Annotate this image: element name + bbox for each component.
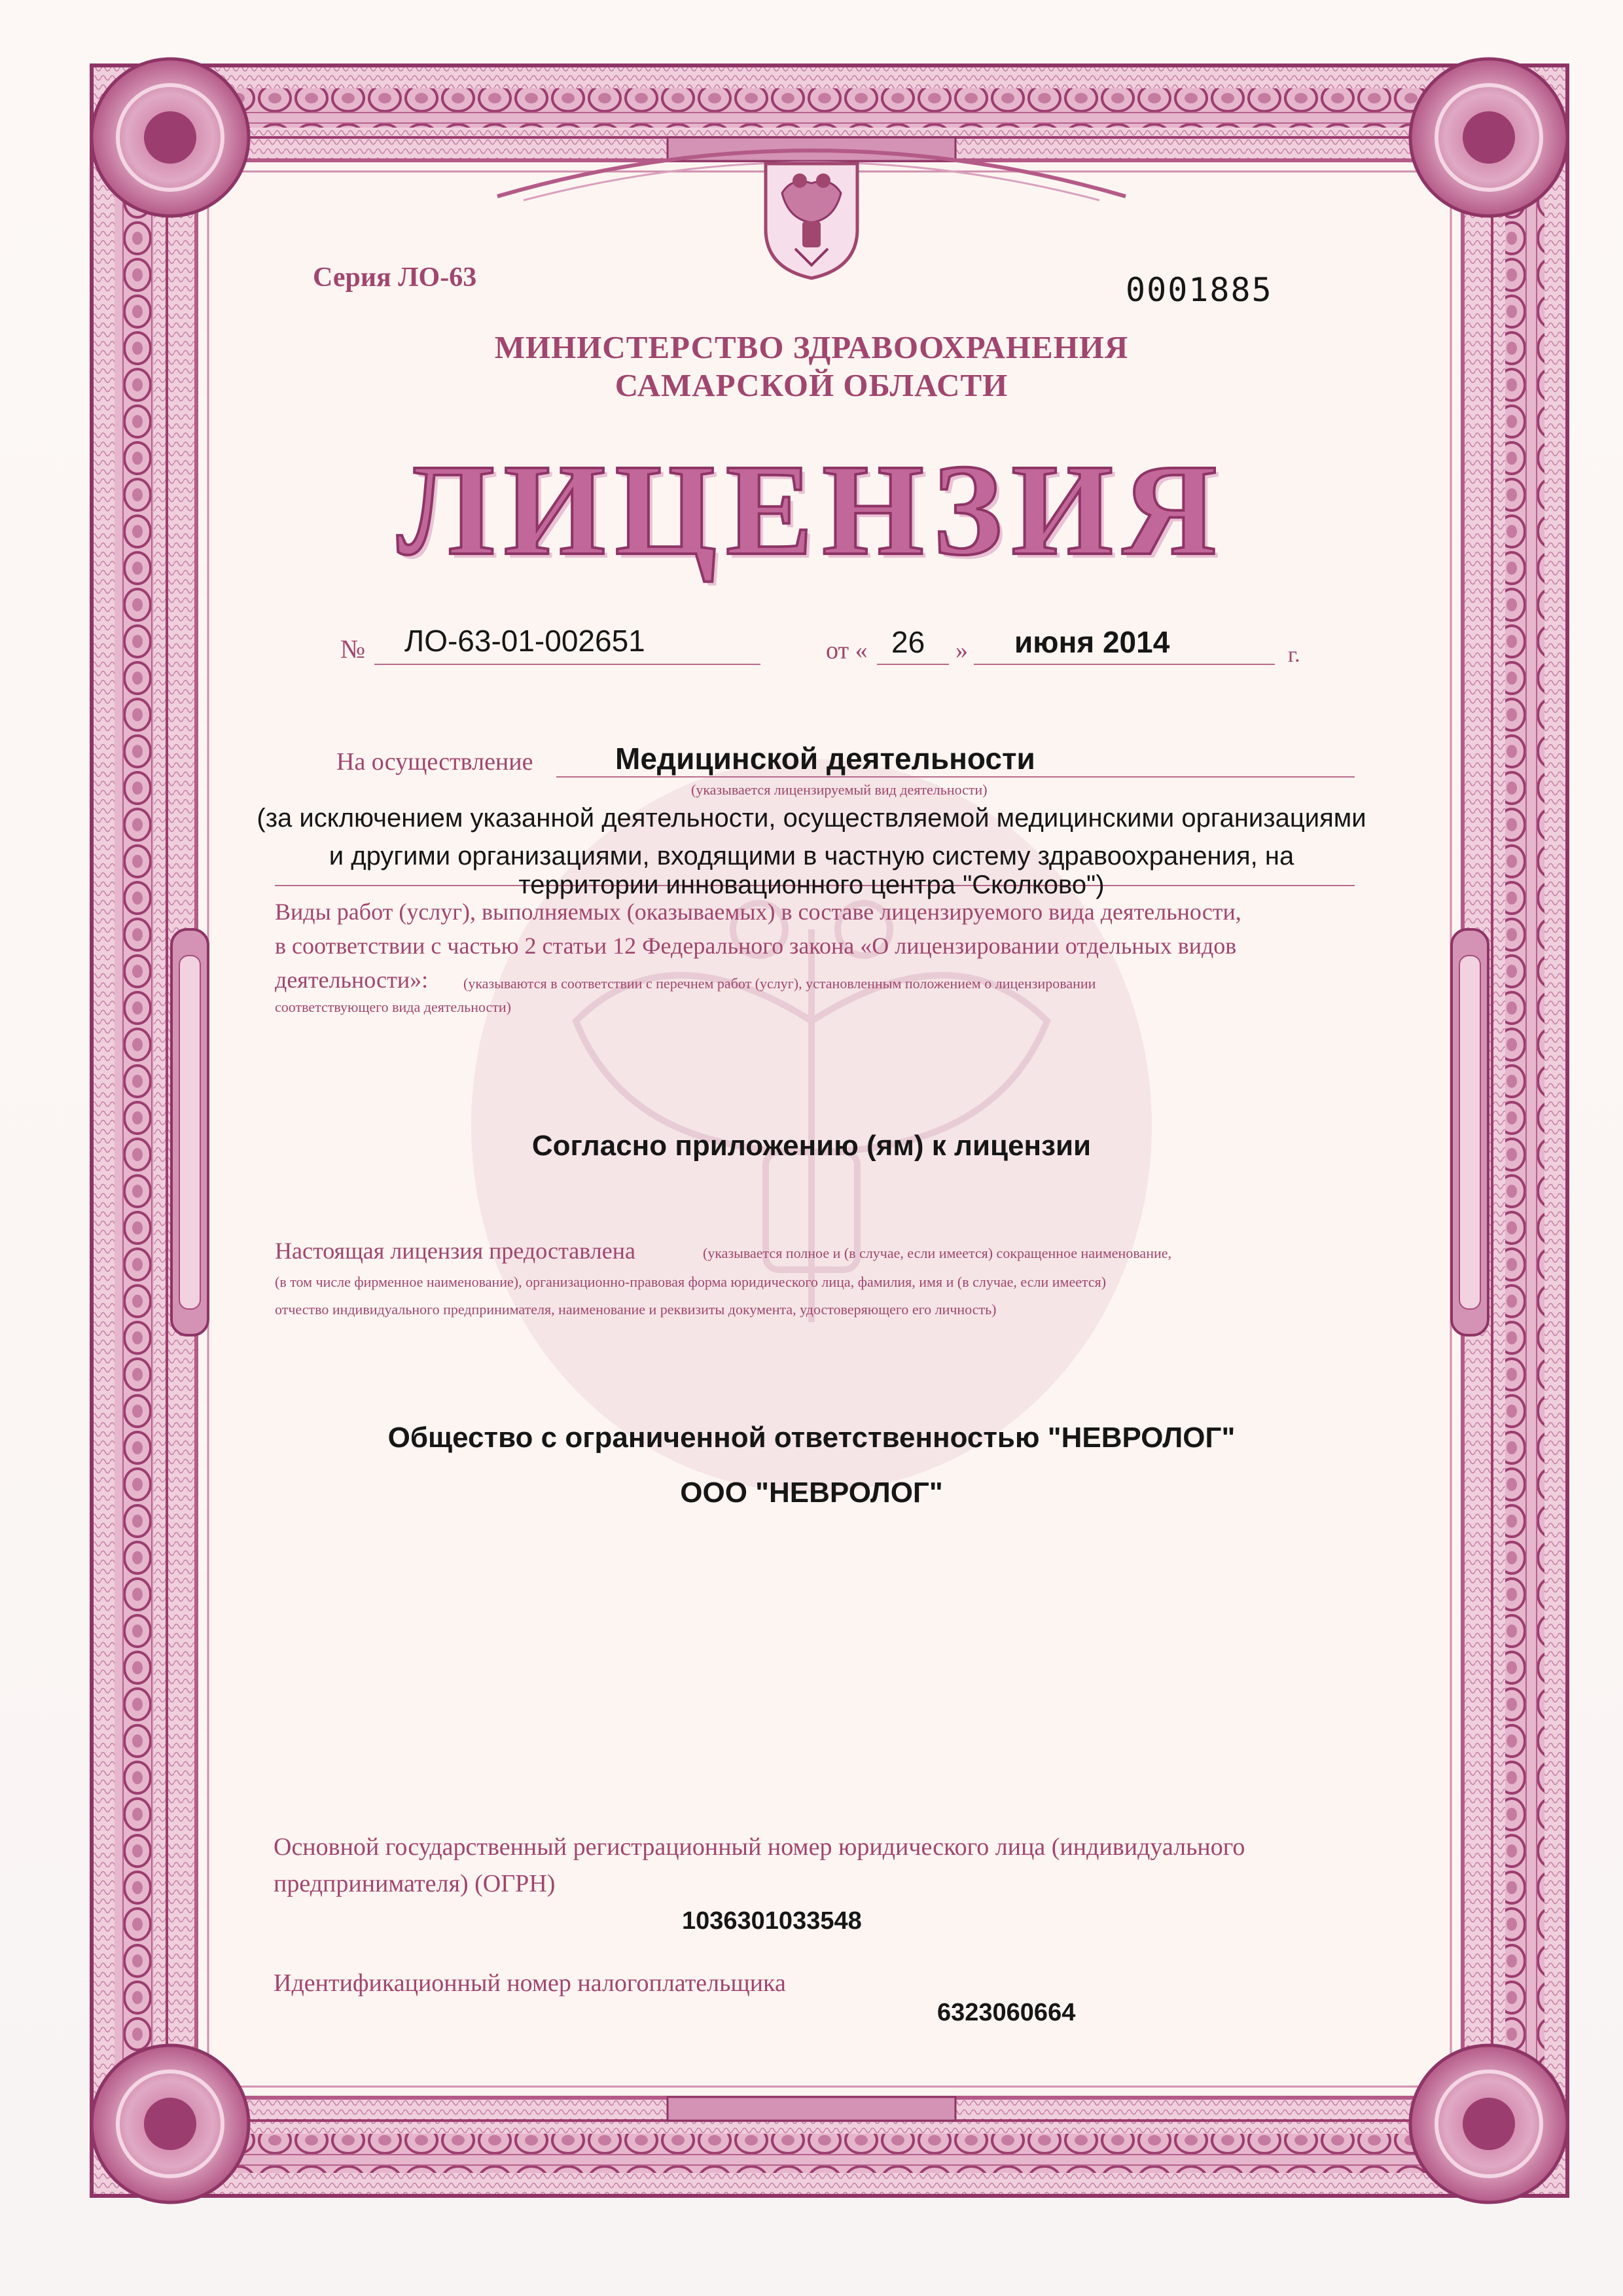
license-number: ЛО-63-01-002651 (404, 624, 645, 658)
date-prefix: от « (826, 637, 868, 664)
holder-hint-2: (в том числе фирменное наименование), организационно-правовая форма юридического лица, фамилия, имя и (в случае, если имеется) (275, 1274, 1107, 1290)
inn-label: Идентификационный номер налогоплательщика (274, 1969, 786, 1997)
authority-line-1: МИНИСТЕРСТВО ЗДРАВООХРАНЕНИЯ (494, 329, 1129, 365)
activity-note-line-1: (за исключением указанной деятельности, осуществляемой медицинскими организациями (257, 804, 1366, 833)
inn-value: 6323060664 (937, 1999, 1076, 2026)
license-day: 26 (891, 625, 925, 659)
license-number-label: № (340, 634, 366, 664)
activity-label: На осуществление (336, 748, 533, 776)
works-line-3-small: (указываются в соответствии с перечнем работ (услуг), установленным положением о лицензировании (463, 975, 1096, 992)
authority-line-2: САМАРСКОЙ ОБЛАСТИ (615, 367, 1008, 403)
blank-number: 0001885 (1126, 271, 1273, 309)
ogrn-label-line-1: Основной государственный регистрационный номер юридического лица (индивидуального (274, 1833, 1245, 1861)
series-label: Серия ЛО-63 (313, 262, 477, 293)
document-title: ЛИЦЕНЗИЯ (397, 438, 1226, 583)
works-line-4-small: соответствующего вида деятельности) (275, 999, 512, 1015)
activity-note-line-2: и другими организациями, входящими в частную систему здравоохранения, на (329, 842, 1294, 870)
license-month-year: июня 2014 (1014, 625, 1170, 659)
holder-label: Настоящая лицензия предоставлена (275, 1238, 635, 1264)
activity-value: Медицинской деятельности (615, 742, 1035, 776)
holder-short-name: ООО "НЕВРОЛОГ" (680, 1477, 943, 1509)
holder-hint-1: (указывается полное и (в случае, если имеется) сокращенное наименование, (703, 1245, 1171, 1261)
works-value: Согласно приложению (ям) к лицензии (531, 1130, 1092, 1162)
activity-hint: (указывается лицензируемый вид деятельности) (691, 781, 988, 798)
works-line-1: Виды работ (услуг), выполняемых (оказываемых) в составе лицензируемого вида деятельности, (275, 899, 1241, 925)
date-suffix: г. (1288, 643, 1300, 667)
activity-note-line-3: территории инновационного центра "Сколково") (518, 870, 1105, 899)
coat-of-arms-icon (759, 157, 864, 281)
ogrn-value: 1036301033548 (682, 1907, 862, 1935)
date-mid: » (955, 637, 968, 664)
ogrn-label-line-2: предпринимателя) (ОГРН) (274, 1870, 556, 1897)
holder-hint-3: отчество индивидуального предпринимателя, наименование и реквизиты документа, удостоверяющего его личность) (275, 1301, 997, 1318)
holder-full-name: Общество с ограниченной ответственностью "НЕВРОЛОГ" (387, 1422, 1236, 1454)
works-line-2: в соответствии с частью 2 статьи 12 Федерального закона «О лицензировании отдельных видов (275, 933, 1237, 959)
works-line-3-main: деятельности»: (275, 967, 429, 993)
